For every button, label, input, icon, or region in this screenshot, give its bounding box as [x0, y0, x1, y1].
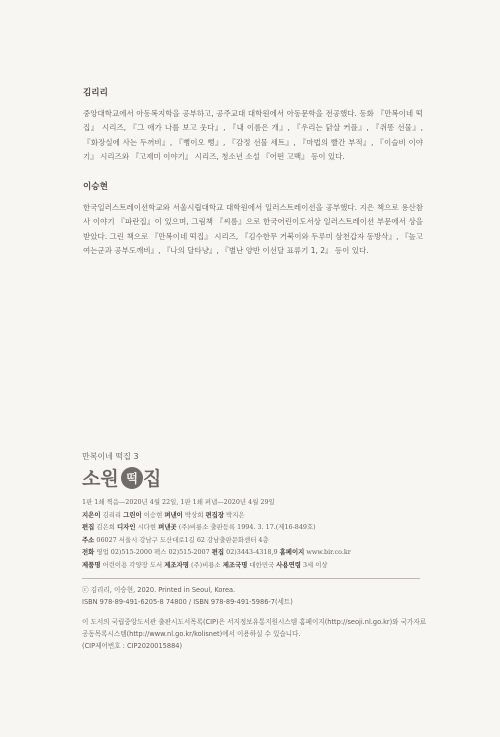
staff-value: 김은희	[96, 523, 115, 532]
staff-label: 펴낸곳	[158, 523, 177, 532]
credit-value: 박상희	[184, 510, 204, 519]
credit-value: 이승현	[143, 510, 163, 519]
maker-label: 제조자명	[164, 560, 189, 569]
registration-text: 출판등록 1994. 3. 17.(제16-849호)	[210, 523, 316, 532]
product-line	[82, 559, 442, 572]
title-logo-badge-text: 떡	[126, 471, 138, 486]
homepage-text: www.bir.co.kr	[306, 548, 351, 557]
address-text: 06027 서울시 강남구 도산대로1길 62 강남출판문화센터 4층	[96, 535, 269, 544]
maker-text: (주)비룡소	[191, 560, 221, 569]
title-logo-text: 소원	[82, 468, 119, 490]
staff-value: (주)비룡소	[178, 523, 209, 532]
credit-value: 박지은	[226, 510, 245, 519]
title-logo-text-end: 집	[143, 468, 162, 490]
cip-notice: 이 도서의 국립중앙도서관 출판시도서목록(CIP)은 서지정보유통지원시스템 홈페이지(http://seoji.nl.go.kr)와 국가자료공동목록시스템(http://www.nl.go.kr/kolisnet)에서 이용하실 수 있습니다.	[82, 618, 427, 639]
contact-label: 전화	[82, 548, 95, 557]
editorial-text: 02)3443-4318,9	[226, 548, 278, 557]
edition-line: 1판 1쇄 찍음—2020년 4월 22일, 1판 1쇄 펴냄—2020년 4월 29일	[82, 498, 275, 506]
age-label: 사용연령	[276, 560, 301, 569]
credit-label: 편집장	[205, 510, 224, 519]
isbn-line: ISBN 978-89-491-6205-8 74800 / ISBN 978-89-491-5986-7(세트)	[82, 598, 293, 607]
address-line	[82, 534, 442, 547]
age-text: 3세 이상	[302, 560, 328, 569]
illustrator-name: 이승현	[83, 182, 108, 192]
country-text: 대한민국	[249, 560, 275, 569]
homepage-label: 홈페이지	[279, 548, 305, 557]
product-label: 제품명	[82, 560, 101, 569]
contact-line	[82, 546, 442, 559]
copyright-block	[82, 584, 293, 609]
contact-text: 영업 02)515-2000 팩스 02)515-2007	[96, 548, 210, 557]
illustrator-bio-text: 한국일러스트레이션학교와 서울시립대학교 대학원에서 일러스트레이션을 공부했다. 지은 책으로 용산참사 이야기 『파란집』이 있으며, 그림책 『씨름』으로 한국어린이도서상 일러스트레이션 부문에서 상을 받았다. 그린 책으로 『만복이네 떡집』 시리즈, 『김수한무 거북이와 두루미 삼천갑자 동방삭』, 『높고여는군과 공부도깨비』, 『나의 달타냥』, 『별난 양반 이선달 표류기 1, 2』 등이 있다.	[83, 203, 423, 255]
author-bio	[83, 86, 423, 164]
address-label: 주소	[82, 535, 95, 544]
staff-label: 편집	[82, 523, 95, 532]
illustrator-bio	[83, 180, 423, 258]
staff-label: 디자인	[116, 523, 136, 532]
author-name: 김리리	[83, 88, 108, 98]
cip-block	[82, 616, 432, 653]
credit-label: 그린이	[123, 510, 142, 519]
colophon	[82, 496, 442, 572]
credit-value: 김리리	[102, 510, 122, 519]
book-title-logo	[82, 463, 192, 491]
divider	[82, 578, 420, 579]
author-bio-text: 중앙대학교에서 아동복지학을 공부하고, 공주교대 대학원에서 아동문학을 전공했다. 동화 『만복이네 떡집』 시리즈, 『그 애가 나를 보고 웃다』, 『내 이름은 개』, 『우리는 닭살 커플』, 『쥐똥 선물』, 『화장실에 사는 두꺼비』, 『뻥이오 뻥』, 『감정 선물 세트』, 『마법의 빨간 부적』, 『이슬비 이야기』 시리즈와 『고제미 이야기』 시리즈, 청소년 소설 『어떤 고백』 등이 있다.	[83, 109, 423, 161]
editorial-label: 편집	[211, 548, 225, 557]
cip-number: (CIP제어번호 : CIP2020015884)	[82, 642, 183, 651]
credit-label: 펴낸이	[164, 510, 183, 519]
series-label: 만복이네 떡집 3	[82, 452, 139, 461]
product-text: 어린이용 각양장 도서	[102, 560, 163, 569]
country-label: 제조국명	[222, 560, 248, 569]
credits-line	[82, 509, 442, 522]
credit-label: 지은이	[82, 510, 101, 519]
staff-value: 시다현	[137, 523, 157, 532]
staff-line	[82, 521, 442, 534]
copyright-line: ⓒ 김리리, 이승현, 2020. Printed in Seoul, Korea.	[82, 586, 236, 594]
